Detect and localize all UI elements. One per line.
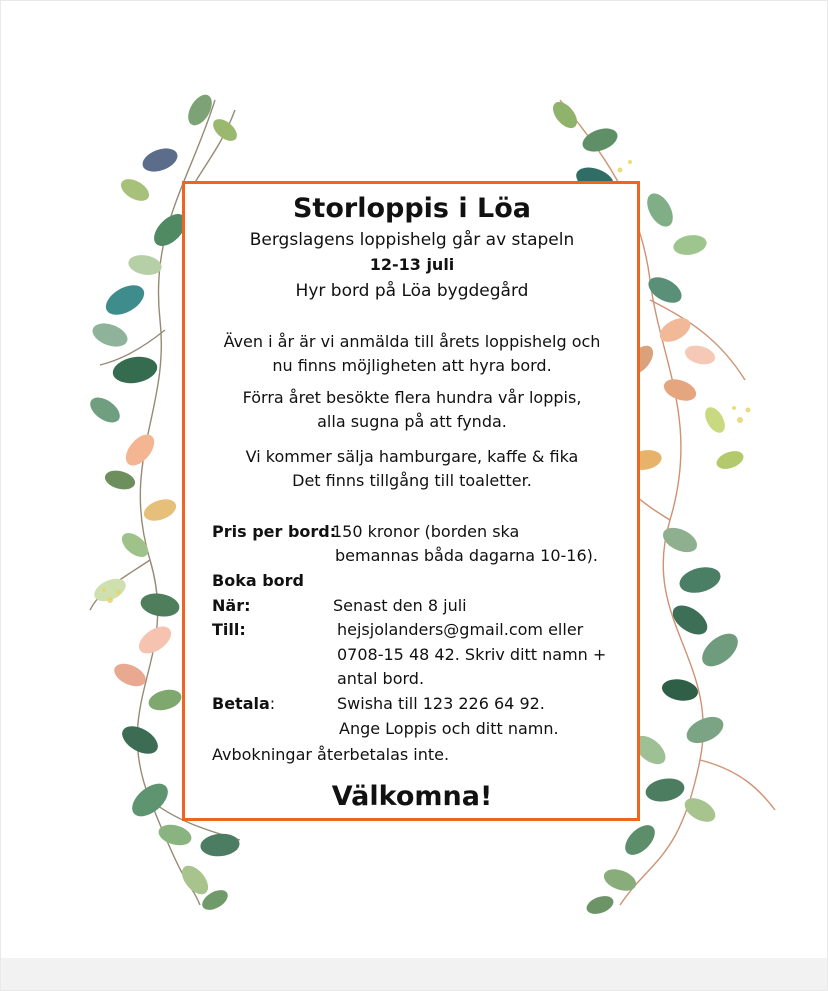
price-line2: bemannas båda dagarna 10-16). [335, 546, 598, 565]
when-value: Senast den 8 juli [333, 596, 467, 615]
to-label: Till: [212, 620, 246, 639]
price-label: Pris per bord: [212, 522, 337, 541]
pay-label-word: Betala [212, 694, 270, 713]
para2-line1: Förra året besökte flera hundra vår loppis, [242, 388, 582, 407]
welcome-text: Välkomna! [331, 781, 493, 812]
price-line1: 150 kronor (borden ska [332, 522, 520, 541]
cancellation-note: Avbokningar återbetalas inte. [212, 745, 450, 764]
poster-title: Storloppis i Löa [292, 193, 532, 224]
para1-line1: Även i år är vi anmälda till årets loppishelg och [223, 332, 601, 351]
para3-line2: Det finns tillgång till toaletter. [292, 471, 532, 490]
to-line2: 0708-15 48 42. Skriv ditt namn + [337, 645, 607, 664]
pay-line2: Ange Loppis och ditt namn. [339, 719, 559, 738]
para2-line2: alla sugna på att fynda. [317, 412, 507, 431]
booking-heading: Boka bord [212, 571, 304, 590]
when-label: När: [212, 596, 251, 615]
to-line3: antal bord. [337, 669, 425, 688]
rent-line: Hyr bord på Löa bygdegård [295, 281, 529, 301]
pay-label [212, 692, 275, 716]
event-dates: 12-13 juli [369, 255, 455, 274]
para3-line1: Vi kommer sälja hamburgare, kaffe & fika [245, 447, 579, 466]
para1-line2: nu finns möjligheten att hyra bord. [272, 356, 552, 375]
pay-line1: Swisha till 123 226 64 92. [337, 694, 545, 713]
to-line1: hejsjolanders@gmail.com eller [337, 620, 584, 639]
subtitle: Bergslagens loppishelg går av stapeln [249, 230, 575, 250]
pay-label-colon: : [269, 694, 276, 713]
